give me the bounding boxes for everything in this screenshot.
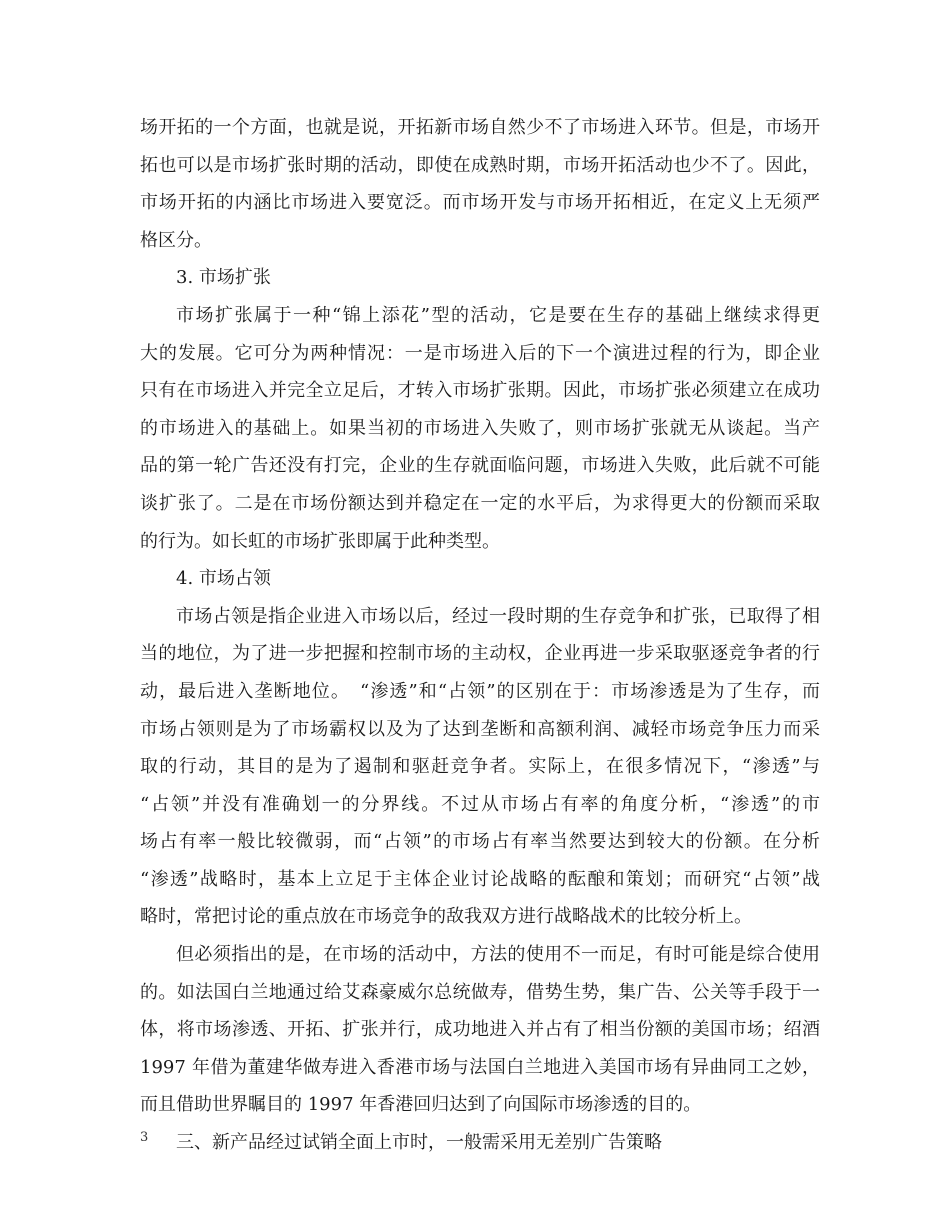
text-line: 市场开拓的内涵比市场进入要宽泛。而市场开发与市场开拓相近，在定义上无须严 [140, 192, 820, 214]
text-line: 市场占领则是为了市场霸权以及为了达到垄断和高额利润、减轻市场竞争压力而采 [140, 718, 820, 740]
text-line: 场占有率一般比较微弱，而“占领”的市场占有率当然要达到较大的份额。在分析 [140, 831, 820, 853]
text-line: “渗透”战略时，基本上立足于主体企业讨论战略的酝酿和策划；而研究“占领”战 [140, 868, 820, 890]
text-line: 谈扩张了。二是在市场份额达到并稳定在一定的水平后，为求得更大的份额而采取 [140, 492, 820, 514]
document-body [140, 109, 820, 1162]
text-line: 4. 市场占领 [176, 568, 271, 590]
text-line: 大的发展。它可分为两种情况：一是市场进入后的下一个演进过程的行为，即企业 [140, 342, 820, 364]
text-line: 场开拓的一个方面，也就是说，开拓新市场自然少不了市场进入环节。但是，市场开 [140, 117, 820, 138]
text-line: 3. 市场扩张 [176, 267, 271, 289]
text-line: 取的行动，其目的是为了遏制和驱赶竞争者。实际上，在很多情况下，“渗透”与 [140, 756, 820, 778]
text-line: 拓也可以是市场扩张时期的活动，即使在成熟时期，市场开拓活动也少不了。因此， [140, 154, 820, 176]
text-line: 而且借助世界瞩目的 1997 年香港回归达到了向国际市场渗透的目的。 [140, 1094, 702, 1116]
text-line: 1997 年借为董建华做寿进入香港市场与法国白兰地进入美国市场有异曲同工之妙， [140, 1056, 820, 1078]
text-line: 略时，常把讨论的重点放在市场竞争的敌我双方进行战略战术的比较分析上。 [140, 906, 752, 928]
text-line: 的。如法国白兰地通过给艾森豪威尔总统做寿，借势生势，集广告、公关等手段于一 [140, 981, 820, 1003]
page-number: 3 [140, 1130, 149, 1145]
text-line: 动，最后进入垄断地位。 “渗透”和“占领”的区别在于：市场渗透是为了生存，而 [140, 680, 820, 702]
text-line: 但必须指出的是，在市场的活动中，方法的使用不一而足，有时可能是综合使用 [176, 944, 820, 966]
text-line: 格区分。 [140, 229, 212, 251]
text-line: 只有在市场进入并完全立足后，才转入市场扩张期。因此，市场扩张必须建立在成功 [140, 380, 820, 402]
text-line: 当的地位，为了进一步把握和控制市场的主动权，企业再进一步采取驱逐竞争者的行 [140, 643, 820, 665]
text-line: 市场占领是指企业进入市场以后，经过一段时期的生存竞争和扩张，已取得了相 [176, 605, 820, 627]
text-line: 的行为。如长虹的市场扩张即属于此种类型。 [140, 530, 500, 552]
text-line: “占领”并没有准确划一的分界线。不过从市场占有率的角度分析，“渗透”的市 [140, 793, 820, 815]
text-line: 市场扩张属于一种“锦上添花”型的活动，它是要在生存的基础上继续求得更 [176, 304, 820, 326]
text-line: 体，将市场渗透、开拓、扩张并行，成功地进入并占有了相当份额的美国市场；绍酒 [140, 1019, 820, 1041]
text-line: 的市场进入的基础上。如果当初的市场进入失败了，则市场扩张就无从谈起。当产 [140, 417, 820, 439]
text-line: 品的第一轮广告还没有打完，企业的生存就面临问题，市场进入失败，此后就不可能 [140, 455, 820, 477]
text-line: 三、新产品经过试销全面上市时，一般需采用无差别广告策略 [176, 1132, 662, 1154]
